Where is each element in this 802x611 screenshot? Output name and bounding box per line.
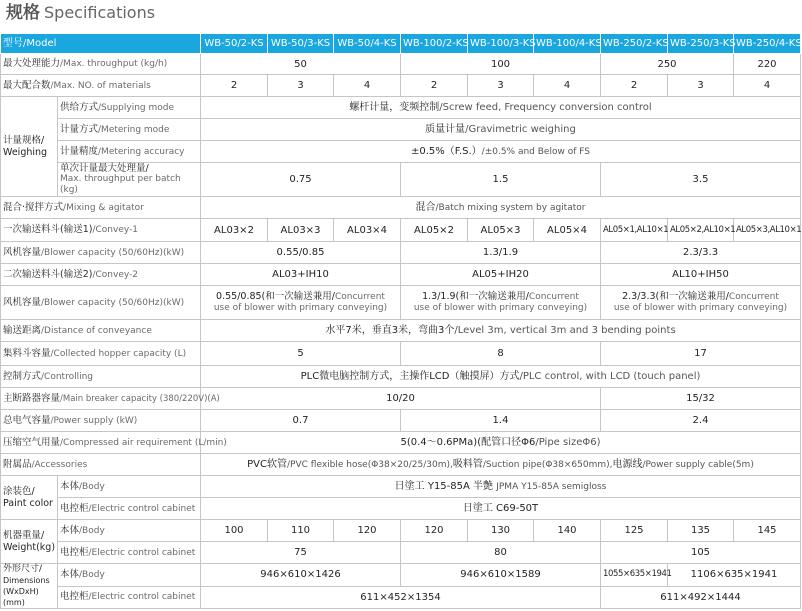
metering-mode-value: 质量计量/Gravimetric weighing	[201, 119, 801, 141]
convey1-value: AL05×3,AL10×1	[734, 219, 801, 242]
cabinet-label: 电控柜/Electric control cabinet	[58, 542, 201, 564]
batch-row	[1, 163, 801, 197]
accessories-row	[1, 454, 801, 476]
blower1-row	[1, 242, 801, 264]
blower2-value: 0.55/0.85(和一次输送兼用/Concurrent use of blower with primary conveying)	[201, 286, 401, 320]
metering-accuracy-row	[1, 141, 801, 163]
throughput-value: 50	[201, 54, 401, 75]
weighing-group-label: 计量规格/ Weighing	[1, 97, 58, 197]
supplying-value: 螺杆计量，变频控制/Screw feed, Frequency conversion control	[201, 97, 801, 119]
weight-body-value: 100	[201, 520, 268, 542]
air-label: 压缩空气用量/Compressed air requirement (L/min)	[1, 432, 201, 454]
batch-label: 单次计量最大处理量/ Max. throughput per batch (kg)	[58, 163, 201, 197]
convey1-value: AL03×3	[268, 219, 334, 242]
metering-mode-label: 计量方式/Metering mode	[58, 119, 201, 141]
power-value: 2.4	[601, 410, 801, 432]
model-header: WB-250/4-KS	[734, 34, 801, 54]
convey1-value: AL03×4	[334, 219, 401, 242]
hopper-row	[1, 342, 801, 366]
blower2-label: 风机容量/Blower capacity (50/60Hz)(kW)	[1, 286, 201, 320]
blower2-value: 2.3/3.3(和一次输送兼用/Concurrent use of blower with primary conveying)	[601, 286, 801, 320]
blower1-label: 风机容量/Blower capacity (50/60Hz)(kW)	[1, 242, 201, 264]
throughput-value: 220	[734, 54, 801, 75]
model-header: WB-250/2-KS	[601, 34, 668, 54]
materials-value: 2	[201, 75, 268, 97]
distance-label: 输送距离/Distance of conveyance	[1, 320, 201, 342]
dim-body-value: 946×610×1426	[201, 564, 401, 587]
mixing-row	[1, 197, 801, 219]
paint-cabinet-value: 日塗工 C69-50T	[201, 498, 801, 520]
convey1-value: AL05×2,AL10×1	[668, 219, 734, 242]
power-label: 总电气容量/Power supply (kW)	[1, 410, 201, 432]
materials-value: 3	[468, 75, 534, 97]
mixing-value: 混合/Batch mixing system by agitator	[201, 197, 801, 219]
convey1-value: AL05×1,AL10×1	[601, 219, 668, 242]
paint-cabinet-row	[1, 498, 801, 520]
power-row	[1, 410, 801, 432]
blower1-value: 2.3/3.3	[601, 242, 801, 264]
materials-value: 4	[534, 75, 601, 97]
blower2-row	[1, 286, 801, 320]
dim-body-value: 1106×635×1941	[668, 564, 801, 587]
convey1-value: AL05×2	[401, 219, 468, 242]
dim-body-value: 1055×635×1941	[601, 564, 668, 587]
hopper-value: 8	[401, 342, 601, 366]
cabinet-label: 电控柜/Electric control cabinet	[58, 586, 201, 609]
blower1-value: 1.3/1.9	[401, 242, 601, 264]
convey1-value: AL05×3	[468, 219, 534, 242]
dim-body-value: 946×610×1589	[401, 564, 601, 587]
model-header: WB-250/3-KS	[668, 34, 734, 54]
hopper-value: 17	[601, 342, 801, 366]
materials-row	[1, 75, 801, 97]
metering-accuracy-value: ±0.5%（F.S.）/±0.5% and Below of FS	[201, 141, 801, 163]
dim-cabinet-row	[1, 586, 801, 609]
accessories-value: PVC软管/PVC flexible hose(Φ38×20/25/30m),吸料管/Suction pipe(Φ38×650mm),电源线/Power supply cable(5m)	[201, 454, 801, 476]
model-header: WB-100/3-KS	[468, 34, 534, 54]
weight-cabinet-value: 105	[601, 542, 801, 564]
weight-cabinet-value: 75	[201, 542, 401, 564]
metering-accuracy-label: 计量精度/Metering accuracy	[58, 141, 201, 163]
hopper-value: 5	[201, 342, 401, 366]
materials-value: 2	[401, 75, 468, 97]
breaker-value: 15/32	[601, 388, 801, 410]
model-header: WB-50/4-KS	[334, 34, 401, 54]
breaker-value: 10/20	[201, 388, 601, 410]
accessories-label: 附属品/Accessories	[1, 454, 201, 476]
materials-value: 3	[268, 75, 334, 97]
weight-body-value: 135	[668, 520, 734, 542]
mixing-label: 混合·搅拌方式/Mixing & agitator	[1, 197, 201, 219]
throughput-value: 250	[601, 54, 734, 75]
convey2-value: AL05+IH20	[401, 264, 601, 286]
throughput-label: 最大处理能力/Max. throughput (kg/h)	[1, 54, 201, 75]
specifications-table	[0, 33, 801, 609]
weight-body-row	[1, 520, 801, 542]
paint-body-value: 日塗工 Y15-85A 半艶 JPMA Y15-85A semigloss	[201, 476, 801, 498]
weight-body-value: 130	[468, 520, 534, 542]
title-cn: 规格	[6, 3, 40, 23]
batch-value: 3.5	[601, 163, 801, 197]
model-label: 型号/Model	[1, 34, 201, 54]
batch-value: 0.75	[201, 163, 401, 197]
throughput-row	[1, 54, 801, 75]
convey1-label: 一次输送料斗(输送1)/Convey-1	[1, 219, 201, 242]
body-label: 本体/Body	[58, 520, 201, 542]
hopper-label: 集料斗容量/Collected hopper capacity (L)	[1, 342, 201, 366]
body-label: 本体/Body	[58, 564, 201, 587]
model-row	[1, 34, 801, 54]
breaker-label: 主断路器容量/Main breaker capacity (380/220V)(A)	[1, 388, 201, 410]
model-header: WB-100/2-KS	[401, 34, 468, 54]
breaker-row	[1, 388, 801, 410]
controlling-label: 控制方式/Controlling	[1, 366, 201, 388]
supplying-label: 供给方式/Supplying mode	[58, 97, 201, 119]
convey1-row	[1, 219, 801, 242]
power-value: 0.7	[201, 410, 401, 432]
model-header: WB-100/4-KS	[534, 34, 601, 54]
page-title	[6, 0, 155, 26]
distance-value: 水平7米，垂直3米，弯曲3个/Level 3m, vertical 3m and 3 bending points	[201, 320, 801, 342]
dimensions-group-label: 外形尺寸/ Dimensions (WxDxH)(mm)	[1, 564, 58, 609]
paint-body-row	[1, 476, 801, 498]
body-label: 本体/Body	[58, 476, 201, 498]
convey2-value: AL03+IH10	[201, 264, 401, 286]
convey2-row	[1, 264, 801, 286]
weight-body-value: 140	[534, 520, 601, 542]
weight-cabinet-value: 80	[401, 542, 601, 564]
convey2-value: AL10+IH50	[601, 264, 801, 286]
dim-cabinet-value: 611×492×1444	[601, 586, 801, 609]
paint-group-label: 涂装色/ Paint color	[1, 476, 58, 520]
blower1-value: 0.55/0.85	[201, 242, 401, 264]
weight-body-value: 120	[334, 520, 401, 542]
dim-cabinet-value: 611×452×1354	[201, 586, 601, 609]
materials-label: 最大配合数/Max. NO. of materials	[1, 75, 201, 97]
weight-body-value: 145	[734, 520, 801, 542]
power-value: 1.4	[401, 410, 601, 432]
distance-row	[1, 320, 801, 342]
metering-mode-row	[1, 119, 801, 141]
weight-body-value: 120	[401, 520, 468, 542]
materials-value: 3	[668, 75, 734, 97]
dim-body-row	[1, 564, 801, 587]
throughput-value: 100	[401, 54, 601, 75]
air-row	[1, 432, 801, 454]
controlling-value: PLC微电脑控制方式，主操作LCD（触摸屏）方式/PLC control, with LCD (touch panel)	[201, 366, 801, 388]
convey1-value: AL03×2	[201, 219, 268, 242]
title-en: Specifications	[44, 3, 156, 22]
materials-value: 4	[334, 75, 401, 97]
supplying-row	[1, 97, 801, 119]
controlling-row	[1, 366, 801, 388]
materials-value: 2	[601, 75, 668, 97]
cabinet-label: 电控柜/Electric control cabinet	[58, 498, 201, 520]
air-value: 5(0.4～0.6PMa)(配管口径Φ6/Pipe sizeΦ6)	[201, 432, 801, 454]
weight-cabinet-row	[1, 542, 801, 564]
weight-group-label: 机器重量/ Weight(kg)	[1, 520, 58, 564]
blower2-value: 1.3/1.9(和一次输送兼用/Concurrent use of blower with primary conveying)	[401, 286, 601, 320]
model-header: WB-50/2-KS	[201, 34, 268, 54]
batch-value: 1.5	[401, 163, 601, 197]
weight-body-value: 125	[601, 520, 668, 542]
convey1-value: AL05×4	[534, 219, 601, 242]
weight-body-value: 110	[268, 520, 334, 542]
convey2-label: 二次输送料斗(输送2)/Convey-2	[1, 264, 201, 286]
materials-value: 4	[734, 75, 801, 97]
model-header: WB-50/3-KS	[268, 34, 334, 54]
